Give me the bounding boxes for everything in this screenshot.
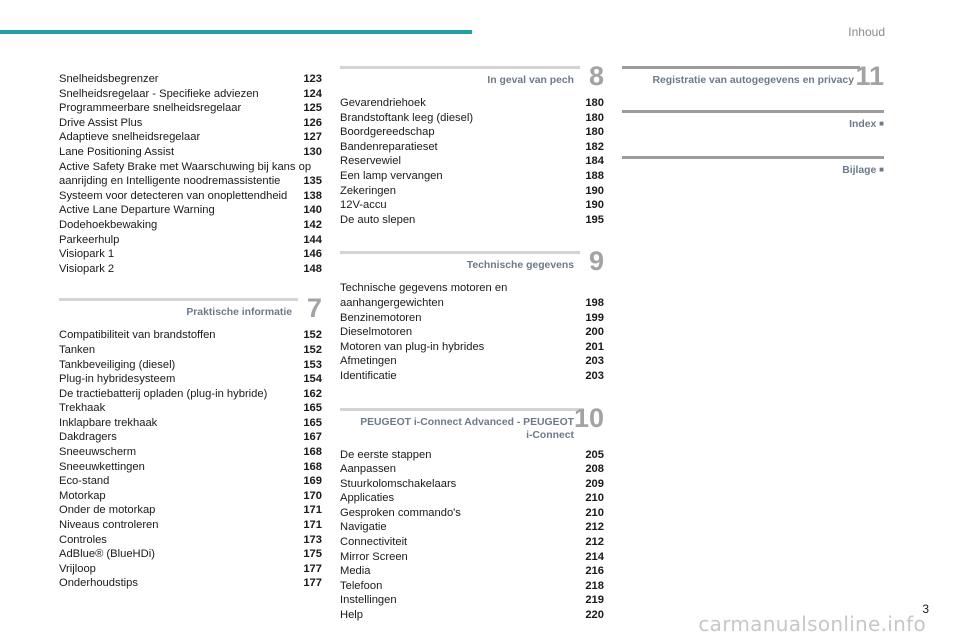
toc-entry[interactable] bbox=[59, 130, 322, 145]
toc-entry-title: Tanken bbox=[59, 343, 96, 356]
toc-entry-title: Lane Positioning Assist bbox=[59, 145, 175, 158]
toc-entry[interactable] bbox=[59, 460, 322, 475]
toc-entry[interactable] bbox=[59, 358, 322, 373]
section-header bbox=[622, 156, 884, 178]
toc-entry[interactable] bbox=[59, 576, 322, 591]
toc-entry[interactable] bbox=[340, 111, 604, 126]
toc-entries bbox=[340, 448, 604, 623]
toc-entry-title: Tankbeveiliging (diesel) bbox=[59, 358, 176, 371]
page-title: Inhoud bbox=[848, 25, 885, 39]
toc-entry-title: Compatibiliteit van brandstoffen bbox=[59, 329, 216, 342]
toc-entry-title: Gevarendriehoek bbox=[340, 97, 426, 109]
toc-entry-title: Dodehoekbewaking bbox=[59, 218, 158, 231]
toc-entry-title: Active Lane Departure Warning bbox=[59, 204, 215, 217]
toc-entry-page: 218 bbox=[585, 579, 604, 592]
toc-entry[interactable] bbox=[59, 145, 322, 160]
toc-entry-page: 175 bbox=[303, 548, 322, 561]
toc-entry-page: 182 bbox=[585, 140, 604, 153]
section-divider bbox=[622, 156, 884, 159]
toc-entry[interactable] bbox=[59, 203, 322, 218]
toc-entry[interactable] bbox=[340, 140, 604, 155]
toc-entry[interactable] bbox=[59, 416, 322, 431]
toc-entry-page: 168 bbox=[303, 460, 322, 473]
toc-entry[interactable] bbox=[59, 328, 322, 343]
toc-entry-title: Motoren van plug-in hybrides bbox=[340, 340, 485, 353]
toc-entry[interactable] bbox=[340, 169, 604, 184]
toc-entry-page: 177 bbox=[303, 577, 322, 590]
toc-section-7 bbox=[59, 293, 322, 591]
toc-entry[interactable] bbox=[340, 125, 604, 140]
toc-entry-page: 130 bbox=[303, 145, 322, 158]
toc-entry-page: 154 bbox=[303, 373, 322, 386]
toc-entry[interactable] bbox=[59, 262, 322, 277]
toc-entry-page: 212 bbox=[585, 536, 604, 549]
toc-entries bbox=[340, 281, 604, 383]
toc-entry[interactable] bbox=[340, 340, 604, 355]
toc-entry-page: 138 bbox=[303, 189, 322, 202]
toc-entry[interactable] bbox=[340, 184, 604, 199]
section-divider bbox=[340, 251, 580, 254]
toc-entry-page: 125 bbox=[303, 102, 322, 115]
section-title[interactable] bbox=[360, 416, 574, 442]
toc-entry[interactable] bbox=[59, 430, 322, 445]
section-title-line-2: i-Connect bbox=[526, 429, 574, 441]
section-title-line-1: PEUGEOT i-Connect Advanced - PEUGEOT bbox=[360, 416, 574, 428]
toc-entry[interactable] bbox=[340, 296, 604, 311]
toc-entry-title: Controles bbox=[59, 533, 107, 546]
page-number: 3 bbox=[922, 602, 929, 616]
toc-column-3 bbox=[622, 61, 884, 178]
section-number: 8 bbox=[588, 61, 604, 91]
toc-entry-page: 203 bbox=[585, 369, 604, 382]
toc-entry-page: 153 bbox=[303, 358, 322, 371]
watermark: carmanualsonline.info bbox=[698, 612, 926, 636]
toc-entry[interactable] bbox=[59, 489, 322, 504]
toc-entry[interactable] bbox=[340, 354, 604, 369]
toc-entry-page: 180 bbox=[585, 111, 604, 124]
toc-entry-page: 198 bbox=[585, 296, 604, 309]
toc-entry-page: 126 bbox=[303, 116, 322, 129]
toc-entry-title: Sneeuwkettingen bbox=[59, 460, 145, 473]
toc-entry-page: 208 bbox=[585, 463, 604, 476]
section-title[interactable]: Technische gegevens bbox=[466, 260, 574, 272]
toc-entry[interactable] bbox=[340, 198, 604, 213]
toc-entry[interactable] bbox=[340, 491, 604, 506]
toc-entry-page: 169 bbox=[303, 475, 322, 488]
toc-entry-title: Aanpassen bbox=[340, 463, 396, 476]
toc-entry-page: 190 bbox=[585, 184, 604, 197]
toc-entry-page: 210 bbox=[585, 492, 604, 505]
toc-entry[interactable] bbox=[59, 401, 322, 416]
toc-entry-title: Plug-in hybridesysteem bbox=[59, 373, 176, 386]
toc-entry[interactable] bbox=[59, 233, 322, 248]
section-divider bbox=[340, 66, 580, 69]
toc-entry-page: 180 bbox=[585, 126, 604, 139]
toc-entry-title: Trekhaak bbox=[59, 402, 106, 415]
toc-entry-title: Gesproken commando's bbox=[340, 506, 461, 519]
toc-section-10 bbox=[340, 402, 604, 623]
toc-column-1 bbox=[59, 72, 322, 591]
toc-entry-title: Adaptieve snelheidsregelaar bbox=[59, 131, 201, 144]
toc-entry[interactable] bbox=[59, 533, 322, 548]
toc-entry-title: Reservewiel bbox=[340, 155, 401, 168]
toc-entry-title: aanhangergewichten bbox=[340, 296, 444, 309]
toc-entry-page: 168 bbox=[303, 446, 322, 459]
toc-entry-page: 173 bbox=[303, 533, 322, 546]
section-number: 7 bbox=[306, 293, 322, 324]
toc-entry-title: Boordgereedschap bbox=[340, 126, 435, 139]
toc-entry-title: Dakdragers bbox=[59, 431, 117, 444]
section-header bbox=[622, 61, 884, 96]
toc-entry-page: 146 bbox=[303, 248, 322, 261]
section-number: 9 bbox=[588, 246, 604, 277]
toc-entry-page: 190 bbox=[585, 199, 604, 212]
toc-entry[interactable] bbox=[340, 520, 604, 535]
toc-entries-driving-aids bbox=[59, 72, 322, 276]
toc-section-bijlage bbox=[622, 156, 884, 178]
toc-entry-page: 209 bbox=[585, 477, 604, 490]
toc-entries bbox=[59, 328, 322, 591]
toc-entry-title: aanrijding en Intelligente noodremassistentie bbox=[59, 175, 281, 188]
section-divider bbox=[340, 408, 580, 411]
toc-entry[interactable] bbox=[59, 247, 322, 262]
square-bullet-icon: ■ bbox=[879, 119, 884, 128]
toc-entry-title: Technische gegevens motoren en bbox=[340, 282, 508, 295]
toc-entry[interactable] bbox=[59, 116, 322, 131]
toc-entry-page: 171 bbox=[303, 504, 322, 517]
toc-entry-title: 12V-accu bbox=[340, 199, 387, 212]
section-header bbox=[340, 61, 604, 96]
toc-entry[interactable] bbox=[340, 550, 604, 565]
toc-entry-page: 135 bbox=[303, 175, 322, 188]
toc-entry-title: Parkeerhulp bbox=[59, 233, 120, 246]
toc-entry[interactable] bbox=[340, 593, 604, 608]
toc-entry-page: 201 bbox=[585, 340, 604, 353]
toc-entry-title: Inklapbare trekhaak bbox=[59, 416, 158, 429]
toc-entry-page: 170 bbox=[303, 489, 322, 502]
toc-entry-page: 177 bbox=[303, 562, 322, 575]
toc-entry-page: 216 bbox=[585, 565, 604, 578]
section-divider bbox=[622, 110, 884, 113]
toc-entry-page: 200 bbox=[585, 326, 604, 339]
toc-entry-title: Afmetingen bbox=[340, 355, 397, 368]
toc-entry[interactable] bbox=[59, 387, 322, 402]
toc-entry[interactable] bbox=[59, 547, 322, 562]
toc-entry[interactable] bbox=[59, 503, 322, 518]
toc-entries bbox=[340, 96, 604, 227]
toc-entry[interactable] bbox=[340, 462, 604, 477]
toc-entry[interactable] bbox=[59, 445, 322, 460]
toc-entry-page: 214 bbox=[585, 550, 604, 563]
toc-section-index bbox=[622, 110, 884, 132]
toc-entry-title: AdBlue® (BlueHDi) bbox=[59, 548, 155, 561]
toc-entry[interactable] bbox=[59, 218, 322, 233]
toc-entry-title: Benzinemotoren bbox=[340, 311, 422, 324]
toc-section-9 bbox=[340, 246, 604, 383]
toc-entry-title: Onder de motorkap bbox=[59, 504, 156, 517]
index-label: Index bbox=[849, 119, 877, 130]
toc-entry-title: Dieselmotoren bbox=[340, 326, 413, 339]
toc-entry-page: 203 bbox=[585, 355, 604, 368]
toc-entry-title: Sneeuwscherm bbox=[59, 446, 137, 459]
toc-entry-title: Niveaus controleren bbox=[59, 519, 159, 532]
toc-entry-title: Programmeerbare snelheidsregelaar bbox=[59, 102, 242, 115]
square-bullet-icon: ■ bbox=[879, 165, 884, 174]
toc-entry-title: Onderhoudstips bbox=[59, 577, 138, 590]
section-header bbox=[340, 402, 604, 448]
toc-entry-title: Een lamp vervangen bbox=[340, 169, 443, 182]
toc-entry[interactable] bbox=[340, 579, 604, 594]
toc-entry-title: De auto slepen bbox=[340, 213, 416, 226]
toc-entry[interactable] bbox=[340, 96, 604, 111]
toc-entry-page: 140 bbox=[303, 204, 322, 217]
toc-entry-title: Vrijloop bbox=[59, 562, 96, 575]
toc-entry-title: Help bbox=[340, 609, 364, 622]
toc-entry-title: Instellingen bbox=[340, 594, 397, 607]
toc-entry[interactable] bbox=[59, 474, 322, 489]
toc-entry-title: Visiopark 1 bbox=[59, 248, 115, 261]
toc-entry-title: Motorkap bbox=[59, 489, 106, 502]
toc-entry[interactable] bbox=[59, 189, 322, 204]
toc-entry[interactable] bbox=[340, 564, 604, 579]
toc-entry-page: 188 bbox=[585, 169, 604, 182]
bijlage-label: Bijlage bbox=[842, 165, 877, 176]
toc-entry[interactable] bbox=[59, 372, 322, 387]
toc-entry[interactable] bbox=[340, 535, 604, 550]
toc-entry[interactable] bbox=[59, 518, 322, 533]
toc-entry-page: 144 bbox=[303, 233, 322, 246]
toc-entry-page: 180 bbox=[585, 97, 604, 109]
section-header bbox=[340, 246, 604, 281]
toc-entry-page: 162 bbox=[303, 387, 322, 400]
toc-section-11 bbox=[622, 61, 884, 96]
section-title-bijlage[interactable] bbox=[842, 163, 884, 177]
section-title[interactable]: Praktische informatie bbox=[186, 307, 292, 319]
toc-entry-title: Bandenreparatieset bbox=[340, 140, 438, 153]
toc-entry-page: 220 bbox=[585, 609, 604, 622]
toc-entry[interactable] bbox=[59, 87, 322, 102]
section-title[interactable]: In geval van pech bbox=[487, 75, 574, 86]
toc-entry-page: 195 bbox=[585, 213, 604, 226]
toc-entry-page: 212 bbox=[585, 521, 604, 534]
toc-entry[interactable] bbox=[340, 213, 604, 228]
toc-entry[interactable] bbox=[340, 154, 604, 169]
toc-section-8 bbox=[340, 61, 604, 227]
toc-entry[interactable] bbox=[59, 343, 322, 358]
toc-entry-page: 184 bbox=[585, 155, 604, 168]
toc-column-2 bbox=[340, 61, 604, 623]
toc-entry[interactable] bbox=[59, 72, 322, 87]
toc-entry-page: 148 bbox=[303, 262, 322, 275]
toc-entry[interactable] bbox=[340, 369, 604, 384]
toc-entry[interactable] bbox=[59, 562, 322, 577]
toc-entry-title: Identificatie bbox=[340, 369, 397, 382]
toc-entry-title: Media bbox=[340, 565, 371, 578]
toc-entry-page: 210 bbox=[585, 506, 604, 519]
toc-entry-title: Zekeringen bbox=[340, 184, 396, 197]
section-title-index[interactable] bbox=[849, 117, 884, 131]
toc-entry-title: Mirror Screen bbox=[340, 550, 408, 563]
toc-entry[interactable] bbox=[340, 477, 604, 492]
toc-entry-title: Snelheidsregelaar - Specifieke adviezen bbox=[59, 87, 259, 100]
toc-entry-title: Systeem voor detecteren van onoplettendheid bbox=[59, 189, 288, 202]
section-number: 10 bbox=[573, 402, 604, 433]
toc-entry-page: 123 bbox=[303, 73, 322, 85]
toc-entry-page: 165 bbox=[303, 416, 322, 429]
toc-entry-page: 152 bbox=[303, 343, 322, 356]
toc-entry-title: Brandstoftank leeg (diesel) bbox=[340, 111, 474, 124]
toc-entry[interactable] bbox=[59, 174, 322, 189]
toc-entry-page: 171 bbox=[303, 519, 322, 532]
toc-entry-title: Eco-stand bbox=[59, 475, 110, 488]
toc-entry-title: Applicaties bbox=[340, 492, 395, 505]
toc-entry-title: Drive Assist Plus bbox=[59, 116, 143, 129]
toc-entry-title: Connectiviteit bbox=[340, 536, 408, 549]
toc-entry-page: 167 bbox=[303, 431, 322, 444]
toc-entry-title: Visiopark 2 bbox=[59, 262, 115, 275]
section-divider bbox=[59, 298, 298, 301]
toc-entry-page: 152 bbox=[303, 329, 322, 342]
section-number: 11 bbox=[855, 61, 884, 91]
toc-entry-page: 199 bbox=[585, 311, 604, 324]
header-accent-bar bbox=[0, 30, 472, 34]
toc-entry[interactable] bbox=[340, 325, 604, 340]
section-header bbox=[59, 293, 322, 328]
toc-entry[interactable] bbox=[340, 281, 604, 296]
toc-entry[interactable] bbox=[340, 608, 604, 623]
toc-entry[interactable] bbox=[59, 101, 322, 116]
toc-entry-title: Telefoon bbox=[340, 579, 383, 592]
toc-entry-title: Stuurkolomschakelaars bbox=[340, 477, 457, 490]
toc-entry-page: 142 bbox=[303, 218, 322, 231]
toc-entry-title: De tractiebatterij opladen (plug-in hybride) bbox=[59, 387, 268, 400]
toc-entry-page: 124 bbox=[303, 87, 322, 100]
toc-entry-title: De eerste stappen bbox=[340, 448, 432, 461]
section-divider bbox=[622, 66, 860, 69]
toc-entry-title: Active Safety Brake met Waarschuwing bij kans op bbox=[59, 160, 312, 173]
section-header bbox=[622, 110, 884, 132]
section-title[interactable]: Registratie van autogegevens en privacy bbox=[652, 75, 854, 86]
toc-entry-title: Snelheidsbegrenzer bbox=[59, 73, 159, 85]
toc-entry[interactable] bbox=[340, 448, 604, 463]
toc-entry-page: 165 bbox=[303, 402, 322, 415]
toc-entry[interactable] bbox=[340, 311, 604, 326]
toc-entry-page: 127 bbox=[303, 131, 322, 144]
toc-entry-title: Navigatie bbox=[340, 521, 387, 534]
toc-entry[interactable] bbox=[340, 506, 604, 521]
toc-entry-page: 205 bbox=[585, 448, 604, 461]
toc-entry[interactable] bbox=[59, 160, 322, 175]
toc-entry-page: 219 bbox=[585, 594, 604, 607]
